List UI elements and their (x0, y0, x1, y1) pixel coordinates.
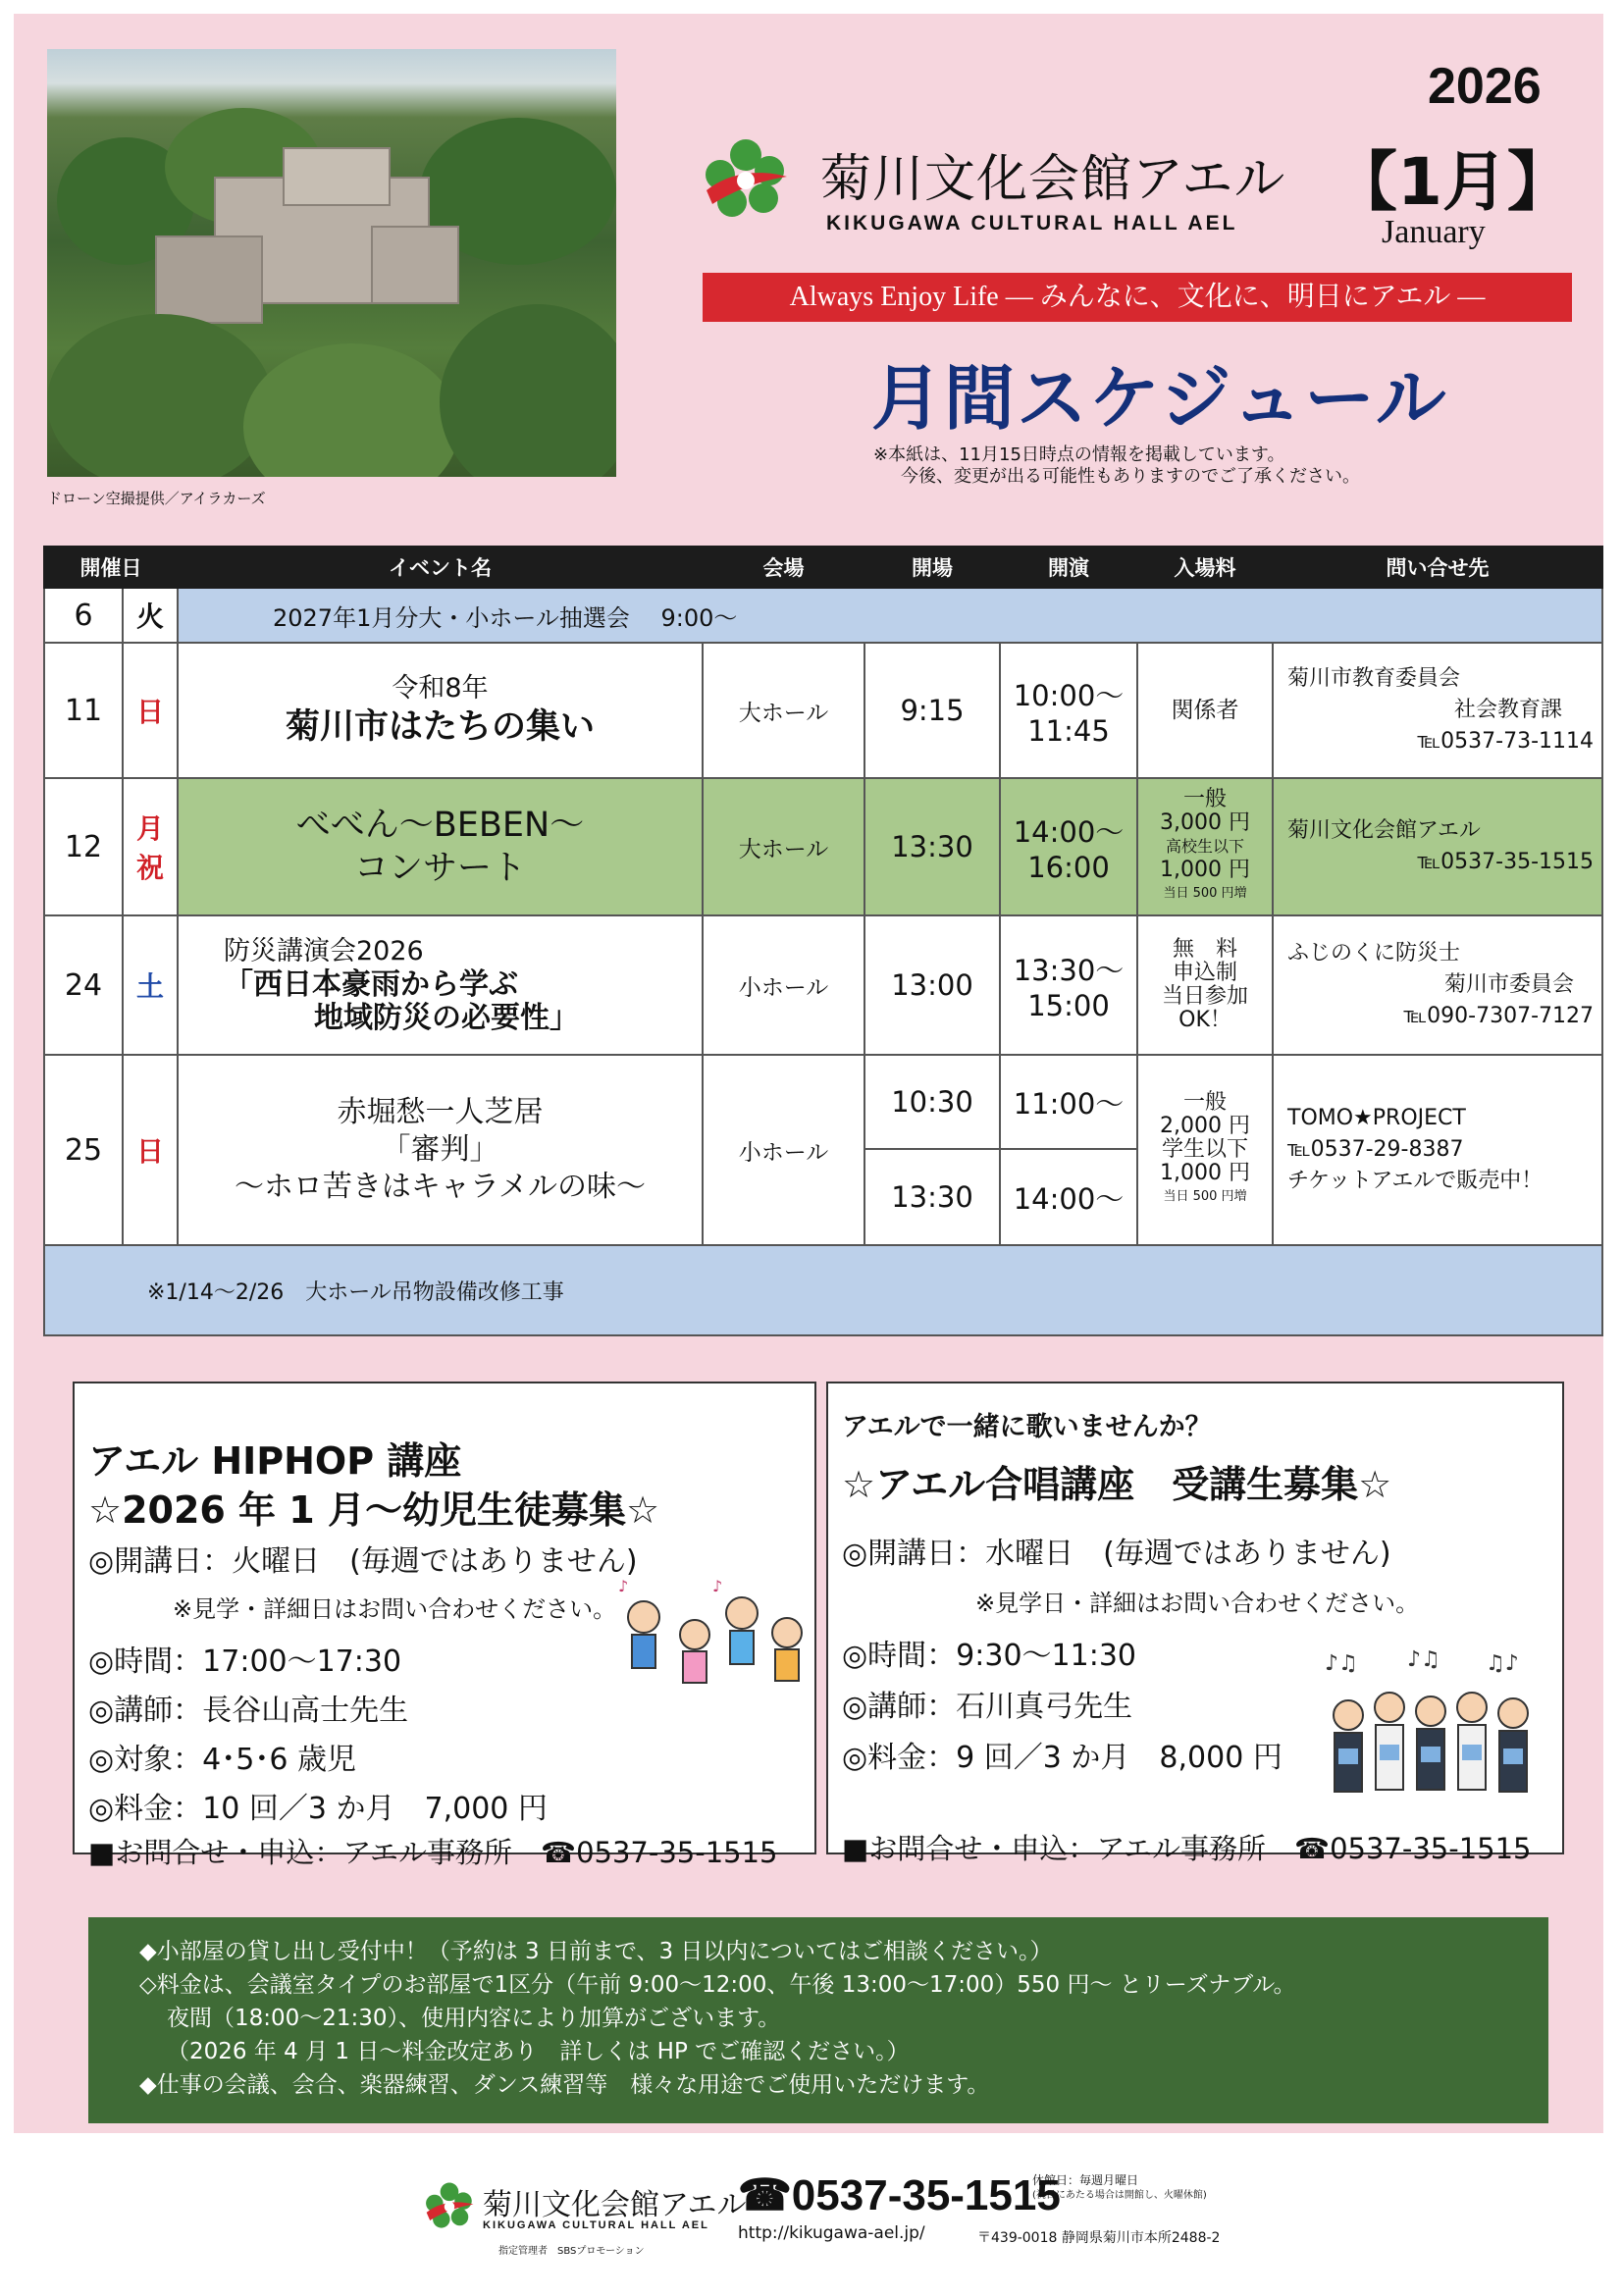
note-line: 今後、変更が出る可能性もありますのでご了承ください。 (901, 466, 1360, 487)
contact-line: ℡0537-73-1114 (1417, 729, 1594, 754)
svg-text:♪: ♪ (712, 1578, 723, 1595)
choir-kicker: アエルで一緒に歌いませんか？ (842, 1412, 1212, 1442)
end-line: 15:00 (1027, 988, 1110, 1022)
fee-line: 3,000 円 (1160, 810, 1250, 835)
choir-course-box (826, 1382, 1564, 1865)
rental-line: （2026 年 4 月 1 日～料金改定あり 詳しくは HP でご確認ください。） (167, 2039, 910, 2064)
contact-line: ℡0537-29-8387 (1287, 1137, 1464, 1162)
open-time: 13:30 (864, 778, 1000, 915)
end-line: 11:45 (1027, 713, 1110, 748)
event-line: コンサート (353, 849, 526, 888)
fee-line: 無 料 (1172, 937, 1237, 962)
end-line: 16:00 (1027, 850, 1110, 884)
table-row (44, 778, 1602, 915)
start-time (1000, 915, 1137, 1055)
fee-line: 高校生以下 (1165, 837, 1244, 856)
footer-website-link[interactable]: http://kikugawa-ael.jp/ (738, 2223, 925, 2243)
contact (1273, 915, 1602, 1055)
footer-holiday (1032, 2172, 1207, 2204)
event-line: 地域防災の必要性」 (314, 1001, 579, 1035)
choir-singers-icon (1319, 1646, 1550, 1823)
venue: 大ホール (703, 643, 864, 778)
event-name: 2027年1月分大・小ホール抽選会 9:00～ (178, 588, 1602, 643)
weekday-line: 祝 (135, 852, 164, 884)
contact-line: 社会教育課 (1453, 698, 1562, 722)
fee-line: 学生以下 (1161, 1137, 1248, 1162)
contact-line: 菊川文化会館アエル (1287, 818, 1481, 843)
event-line: 令和8年 (392, 673, 489, 704)
rental-line: 夜間（18:00～21:30）、使用内容により加算がございます。 (167, 2006, 781, 2031)
footer-hall-name-en: KIKUGAWA CULTURAL HALL AEL (483, 2219, 709, 2231)
table-row (44, 1055, 1602, 1149)
contact-line: 菊川市委員会 (1443, 972, 1574, 997)
fee-line: OK！ (1178, 1008, 1231, 1032)
event-name (178, 778, 703, 915)
rental-line: ◆仕事の会議、会合、楽器練習、ダンス練習等 様々な用途でご使用いただけます。 (139, 2072, 990, 2098)
day-number: 11 (44, 643, 123, 778)
open-time: 13:30 (864, 1149, 1000, 1245)
start-line: 14:00～ (1013, 814, 1125, 849)
choir-fee: ◎料金：9 回／3 か月 8,000 円 (842, 1741, 1283, 1775)
footer-address: 〒439-0018 静岡県菊川市本所2488-2 (977, 2230, 1221, 2246)
col-header-date: 開催日 (44, 547, 178, 588)
fee-line: 一般 (1182, 1090, 1227, 1115)
dancing-kids-icon (614, 1578, 811, 1725)
hall-name-en: KIKUGAWA CULTURAL HALL AEL (826, 212, 1238, 235)
col-header-start: 開演 (1000, 547, 1137, 588)
fee (1137, 1055, 1273, 1245)
start-time: 14:00～ (1000, 1149, 1137, 1245)
hiphop-contact: ■お問合せ・申込：アエル事務所 ☎0537-35-1515 (88, 1836, 778, 1869)
choir-time: ◎時間：9:30～11:30 (842, 1639, 1136, 1673)
venue: 大ホール (703, 778, 864, 915)
month-jp: 【1月】 (1333, 144, 1572, 220)
weekday-line: 月 (135, 812, 164, 845)
hiphop-title: アエル HIPHOP 講座 (88, 1439, 462, 1483)
col-header-fee: 入場料 (1137, 547, 1273, 588)
start-time: 11:00～ (1000, 1055, 1137, 1149)
hiphop-subtitle: ☆2026 年 1 月～幼児生徒募集☆ (88, 1488, 660, 1532)
col-header-open: 開場 (864, 547, 1000, 588)
holiday-line: 休館日：毎週月曜日 (1032, 2173, 1139, 2187)
table-row (44, 915, 1602, 1055)
rental-line: ◆小部屋の貸し出し受付中！（予約は 3 日前まで、3 日以内についてはご相談ください。） (139, 1939, 1053, 1964)
hall-name-jp: 菊川文化会館アエル (820, 150, 1286, 209)
hiphop-target: ◎対象：4･5･6 歳児 (88, 1743, 356, 1777)
holiday-line: (祝日にあたる場合は開館し、火曜休館) (1032, 2190, 1207, 2201)
year: 2026 (1428, 58, 1542, 115)
contact-line: ℡090-7307-7127 (1403, 1004, 1594, 1028)
fee (1137, 915, 1273, 1055)
hiphop-day: ◎開講日：火曜日 (毎週ではありません) (88, 1544, 638, 1579)
event-name (178, 643, 703, 778)
col-header-venue: 会場 (703, 547, 864, 588)
event-name (178, 1055, 703, 1245)
footer-hall-name: 菊川文化会館アエル (483, 2188, 747, 2222)
svg-text:♪: ♪ (618, 1578, 629, 1595)
contact (1273, 643, 1602, 778)
contact-line: TOMO★PROJECT (1287, 1106, 1466, 1130)
slogan-banner: Always Enjoy Life ― みんなに、文化に、明日にアエル ― (703, 273, 1572, 322)
weekday: 日 (123, 1055, 178, 1245)
event-line: ～ホロ苦きはキャラメルの味～ (234, 1170, 647, 1204)
footer-manager: 指定管理者 SBSプロモーション (498, 2246, 645, 2257)
hall-aerial-photo (47, 49, 616, 477)
contact-line: ふじのくに防災士 (1287, 941, 1461, 965)
event-line: 菊川市はたちの集い (285, 707, 595, 747)
venue: 小ホール (703, 915, 864, 1055)
fee-line: 当日 500 円増 (1163, 1189, 1247, 1204)
hiphop-time: ◎時間：17:00～17:30 (88, 1644, 402, 1679)
table-header-row (44, 547, 1602, 588)
col-header-contact: 問い合せ先 (1273, 547, 1602, 588)
choir-teacher: ◎講師：石川真弓先生 (842, 1690, 1133, 1724)
fee: 関係者 (1137, 643, 1273, 778)
fee-line: 申込制 (1172, 961, 1237, 985)
rental-line: ◇料金は、会議室タイプのお部屋で1区分（午前 9:00～12:00、午後 13:00～17:00）550 円～ とリーズナブル。 (139, 1972, 1296, 1998)
fee-line: 一般 (1182, 787, 1227, 811)
choir-title: ☆アエル合唱講座 受講生募集☆ (842, 1463, 1392, 1506)
open-time: 10:30 (864, 1055, 1000, 1149)
contact (1273, 1055, 1602, 1245)
ael-logo-icon (699, 133, 793, 228)
event-name (178, 915, 703, 1055)
event-line: べべん～BEBEN～ (295, 806, 585, 845)
hiphop-visit-note: ※見学・詳細日はお問い合わせください。 (173, 1595, 617, 1623)
start-line: 10:00～ (1013, 678, 1125, 712)
table-row (44, 643, 1602, 778)
contact (1273, 778, 1602, 915)
fee-line: 当日参加 (1161, 984, 1248, 1009)
day-number: 25 (44, 1055, 123, 1245)
fee-line: 1,000 円 (1160, 858, 1250, 882)
event-line: 「西日本豪雨から学ぶ (224, 967, 518, 1002)
col-header-event: イベント名 (178, 547, 703, 588)
start-time (1000, 643, 1137, 778)
table-footnote-row (44, 1245, 1602, 1335)
weekday (123, 778, 178, 915)
contact-line: 菊川市教育委員会 (1287, 666, 1461, 691)
venue: 小ホール (703, 1055, 864, 1245)
footer-phone: ☎0537-35-1515 (738, 2171, 1061, 2219)
event-line: 「審判」 (381, 1132, 499, 1167)
footer-logo-icon (422, 2179, 477, 2234)
contact-line: ℡0537-35-1515 (1417, 850, 1594, 874)
choir-contact: ■お問合せ・申込：アエル事務所 ☎0537-35-1515 (842, 1832, 1532, 1865)
start-line: 13:30～ (1013, 953, 1125, 987)
info-note (873, 444, 1360, 488)
event-line: 防災講演会2026 (224, 936, 424, 966)
day-number: 12 (44, 778, 123, 915)
hiphop-course-box (73, 1382, 816, 1869)
construction-note: ※1/14～2/26 大ホール吊物設備改修工事 (44, 1245, 1602, 1335)
photo-credit: ドローン空撮提供／アイラカーズ (47, 490, 266, 507)
room-rental-notice (88, 1917, 1548, 2123)
note-line: ※本紙は、11月15日時点の情報を掲載しています。 (873, 444, 1285, 465)
table-row (44, 588, 1602, 643)
svg-text:♪♫: ♪♫ (1407, 1647, 1440, 1672)
fee (1137, 778, 1273, 915)
start-time (1000, 778, 1137, 915)
svg-text:♫♪: ♫♪ (1486, 1651, 1519, 1676)
fee-line: 1,000 円 (1160, 1161, 1250, 1185)
svg-text:♪♫: ♪♫ (1325, 1651, 1358, 1676)
page-title: 月間スケジュール (871, 357, 1448, 440)
weekday: 日 (123, 643, 178, 778)
open-time: 13:00 (864, 915, 1000, 1055)
contact-line: チケットアエルで販売中！ (1287, 1169, 1544, 1193)
fee-line: 当日 500 円増 (1163, 886, 1247, 901)
hiphop-teacher: ◎講師：長谷山高士先生 (88, 1694, 409, 1728)
weekday: 火 (123, 588, 178, 643)
day-number: 24 (44, 915, 123, 1055)
event-line: 赤堀愁一人芝居 (337, 1095, 544, 1129)
weekday: 土 (123, 915, 178, 1055)
day-number: 6 (44, 588, 123, 643)
choir-day: ◎開講日：水曜日 (毎週ではありません) (842, 1537, 1391, 1571)
hiphop-fee: ◎料金：10 回／3 か月 7,000 円 (88, 1792, 548, 1826)
month-en: January (1382, 214, 1486, 250)
schedule-table (43, 546, 1603, 1336)
choir-visit-note: ※見学日・詳細はお問い合わせください。 (975, 1590, 1420, 1617)
open-time: 9:15 (864, 643, 1000, 778)
fee-line: 2,000 円 (1160, 1114, 1250, 1138)
